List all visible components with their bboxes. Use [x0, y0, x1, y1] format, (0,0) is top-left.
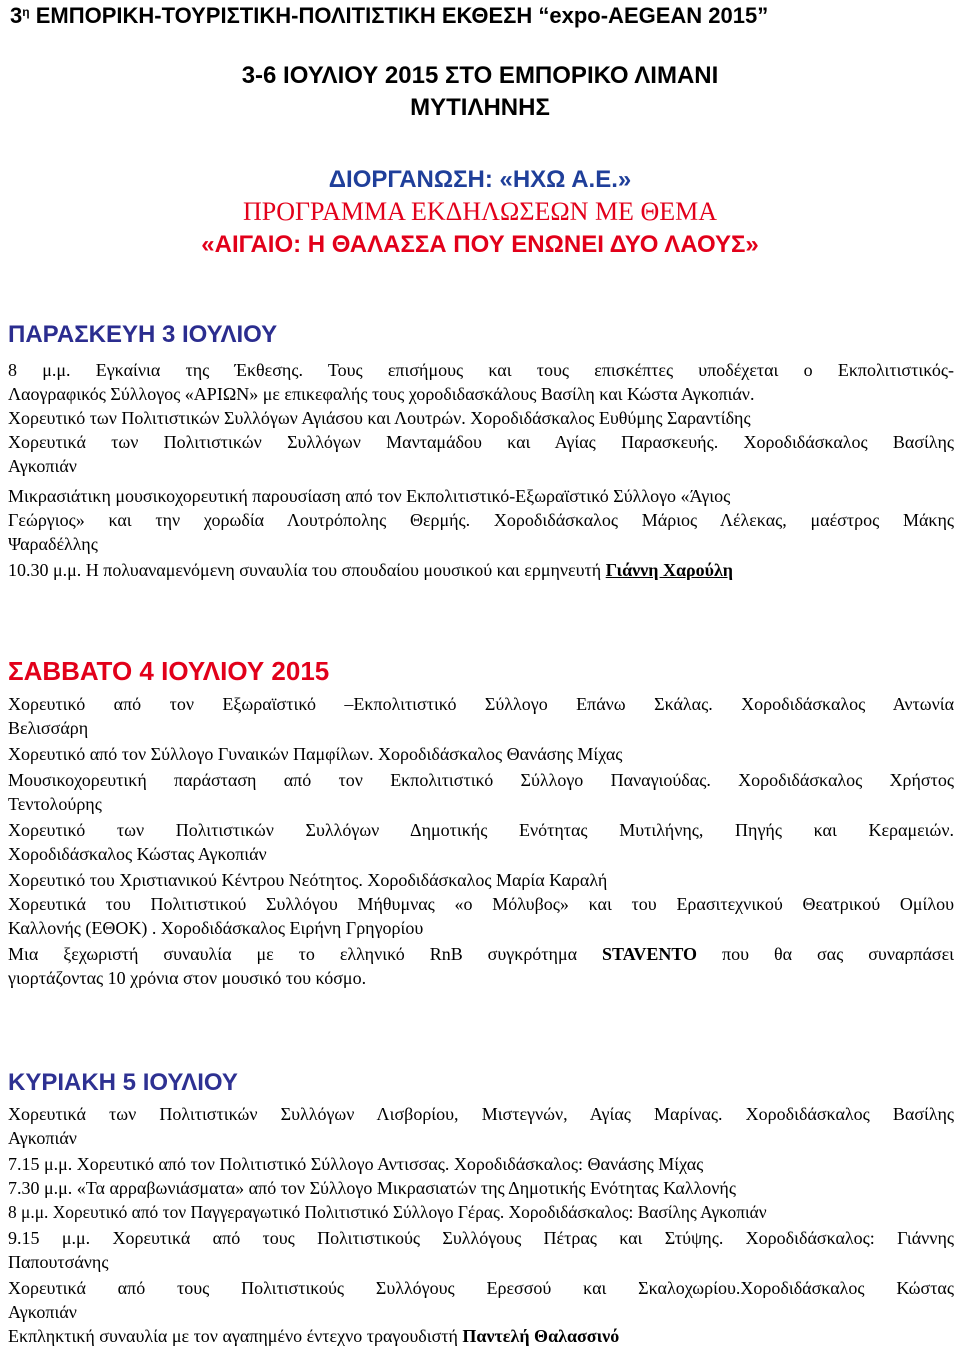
saturday-line: Χορευτικό των Πολιτιστικών Συλλόγων Δημοτικής Ενότητας Μυτιλήνης, Πηγής και Κεραμειών. — [8, 820, 954, 840]
saturday-line: Χορευτικά του Πολιτιστικού Συλλόγου Μήθυμνας «ο Μόλυβος» και του Ερασιτεχνικού Θεατρικού Ομίλου — [8, 894, 954, 914]
sunday-line: Αγκοπιάν — [8, 1128, 77, 1148]
organizer: ΔΙΟΡΓΑΝΩΣΗ: «ΗΧΩ Α.Ε.» — [328, 166, 632, 193]
friday-line: Γεώργιος» και την χορωδία Λουτρόπολης Θερμής. Χοροδιδάσκαλος Μάριος Λέλεκας, μαέστρος Μάκης — [8, 510, 954, 530]
artist-name: Γιάννη Χαρούλη — [605, 560, 734, 580]
friday-heading: ΠΑΡΑΣΚΕΥΗ 3 ΙΟΥΛΙΟΥ — [8, 321, 278, 348]
sunday-line: 9.15 μ.μ. Χορευτικά από τους Πολιτιστικούς Συλλόγους Πέτρας και Στύψης. Χοροδιδάσκαλος: Γιάννης — [8, 1228, 954, 1248]
saturday-line: γιορτάζοντας 10 χρόνια στον μουσικό του κόσμο. — [8, 968, 367, 988]
sunday-line: Χορευτικά των Πολιτιστικών Συλλόγων Λισβορίου, Μιστεγνών, Αγίας Μαρίνας. Χοροδιδάσκαλος Βασίλης — [8, 1104, 954, 1124]
saturday-concert-line: Μια ξεχωριστή συναυλία με το ελληνικό RnB συγκρότημα STAVENTO που θα σας συναρπάσει — [8, 944, 954, 964]
saturday-line: Χορευτικό του Χριστιανικού Κέντρου Νεότητος. Χοροδιδάσκαλος Μαρία Καραλή — [8, 870, 608, 890]
page-title: $3^\eta$ ΕΜΠΟΡΙΚΗ-ΤΟΥΡΙΣΤΙΚΗ-ΠΟΛΙΤΙΣΤΙΚΗ ΕΚΘΕΣΗ “expo-AEGEAN 2015” — [10, 3, 769, 28]
friday-line: Χορευτικά των Πολιτιστικών Συλλόγων Μανταμάδου και Αγίας Παρασκευής. Χοροδιδάσκαλος Βασίλης — [8, 432, 954, 452]
saturday-line: Καλλονής (ΕΘΟΚ) . Χοροδιδάσκαλος Ειρήνη Γρηγορίου — [8, 918, 424, 938]
dates-line-2: ΜΥΤΙΛΗΝΗΣ — [410, 94, 550, 121]
saturday-line: Χοροδιδάσκαλος Κώστας Αγκοπιάν — [8, 844, 267, 864]
sunday-line: Παπουτσάνης — [8, 1252, 109, 1272]
saturday-line: Χορευτικό από τον Εξωραϊστικό –Εκπολιτιστικό Σύλλογο Επάνω Σκάλας. Χοροδιδάσκαλος Αντωνία — [8, 694, 954, 714]
sunday-line: 8 μ.μ. Χορευτικό από τον Παγγεραγωτικό Πολιτιστικό Σύλλογο Γέρας. Χοροδιδάσκαλος: Βασίλης Αγκοπιάν — [8, 1202, 767, 1222]
dates-line-1: 3-6 ΙΟΥΛΙΟΥ 2015 ΣΤΟ ΕΜΠΟΡΙΚΟ ΛΙΜΑΝΙ — [241, 62, 719, 89]
friday-line: Μικρασιάτικη μουσικοχορευτική παρουσίαση από τον Εκπολιτιστικό-Εξωραϊστικό Σύλλογο «Άγιος — [8, 486, 731, 506]
friday-line: Ψαραδέλλης — [8, 534, 98, 554]
saturday-line: Μουσικοχορευτική παράσταση από τον Εκπολιτιστικό Σύλλογο Παναγιούδας. Χοροδιδάσκαλος Χρήστος — [8, 770, 954, 790]
sunday-line: Χορευτικά από τους Πολιτιστικούς Συλλόγους Ερεσσού και Σκαλοχωρίου.Χοροδιδάσκαλος Κώστας — [8, 1278, 954, 1298]
sunday-line: Αγκοπιάν — [8, 1302, 77, 1322]
sunday-line: 7.15 μ.μ. Χορευτικό από τον Πολιτιστικό Σύλλογο Αντισσας. Χοροδιδάσκαλος: Θανάσης Μίχας — [8, 1154, 704, 1174]
saturday-line: Τεντολούρης — [8, 794, 102, 814]
sunday-heading: ΚΥΡΙΑΚΗ 5 ΙΟΥΛΙΟΥ — [8, 1069, 238, 1096]
sunday-concert-line: Εκπληκτική συναυλία με τον αγαπημένο έντεχνο τραγουδιστή Παντελή Θαλασσινό — [8, 1326, 620, 1346]
friday-concert-line: 10.30 μ.μ. Η πολυαναμενόμενη συναυλία του σπουδαίου μουσικού και ερμηνευτή Γιάννη Χαρούλη — [8, 560, 734, 580]
saturday-line: Βελισσάρη — [8, 718, 89, 738]
friday-line: 8 μ.μ. Εγκαίνια της Έκθεσης. Τους επισήμους και τους επισκέπτες υποδέχεται ο Εκπολιτιστικός- — [8, 360, 954, 380]
program-line-2: «ΑΙΓΑΙΟ: Η ΘΑΛΑΣΣΑ ΠΟΥ ΕΝΩΝΕΙ ΔΥΟ ΛΑΟΥΣ» — [201, 231, 759, 258]
saturday-heading: ΣΑΒΒΑΤΟ 4 ΙΟΥΛΙΟΥ 2015 — [8, 656, 330, 686]
saturday-line: Χορευτικό από τον Σύλλογο Γυναικών Παμφίλων. Χοροδιδάσκαλος Θανάσης Μίχας — [8, 744, 623, 764]
sunday-line: 7.30 μ.μ. «Τα αρραβωνιάσματα» από τον Σύλλογο Μικρασιατών της Δημοτικής Ενότητας Καλλονής — [8, 1178, 736, 1198]
artist-name: Παντελή Θαλασσινό — [462, 1326, 620, 1346]
friday-line: Λαογραφικός Σύλλογος «ΑΡΙΩΝ» με επικεφαλής τους χοροδιδασκάλους Βασίλη και Κώστα Αγκοπιάν. — [8, 384, 755, 404]
friday-line: Αγκοπιάν — [8, 456, 77, 476]
program-line-1: ΠΡΟΓΡΑΜΜΑ ΕΚΔΗΛΩΣΕΩΝ ΜΕ ΘΕΜΑ — [243, 197, 717, 226]
band-name: STAVENTO — [602, 944, 698, 964]
friday-line: Χορευτικό των Πολιτιστικών Συλλόγων Αγιάσου και Λουτρών. Χοροδιδάσκαλος Ευθύμης Σαραντίδης — [8, 408, 751, 428]
